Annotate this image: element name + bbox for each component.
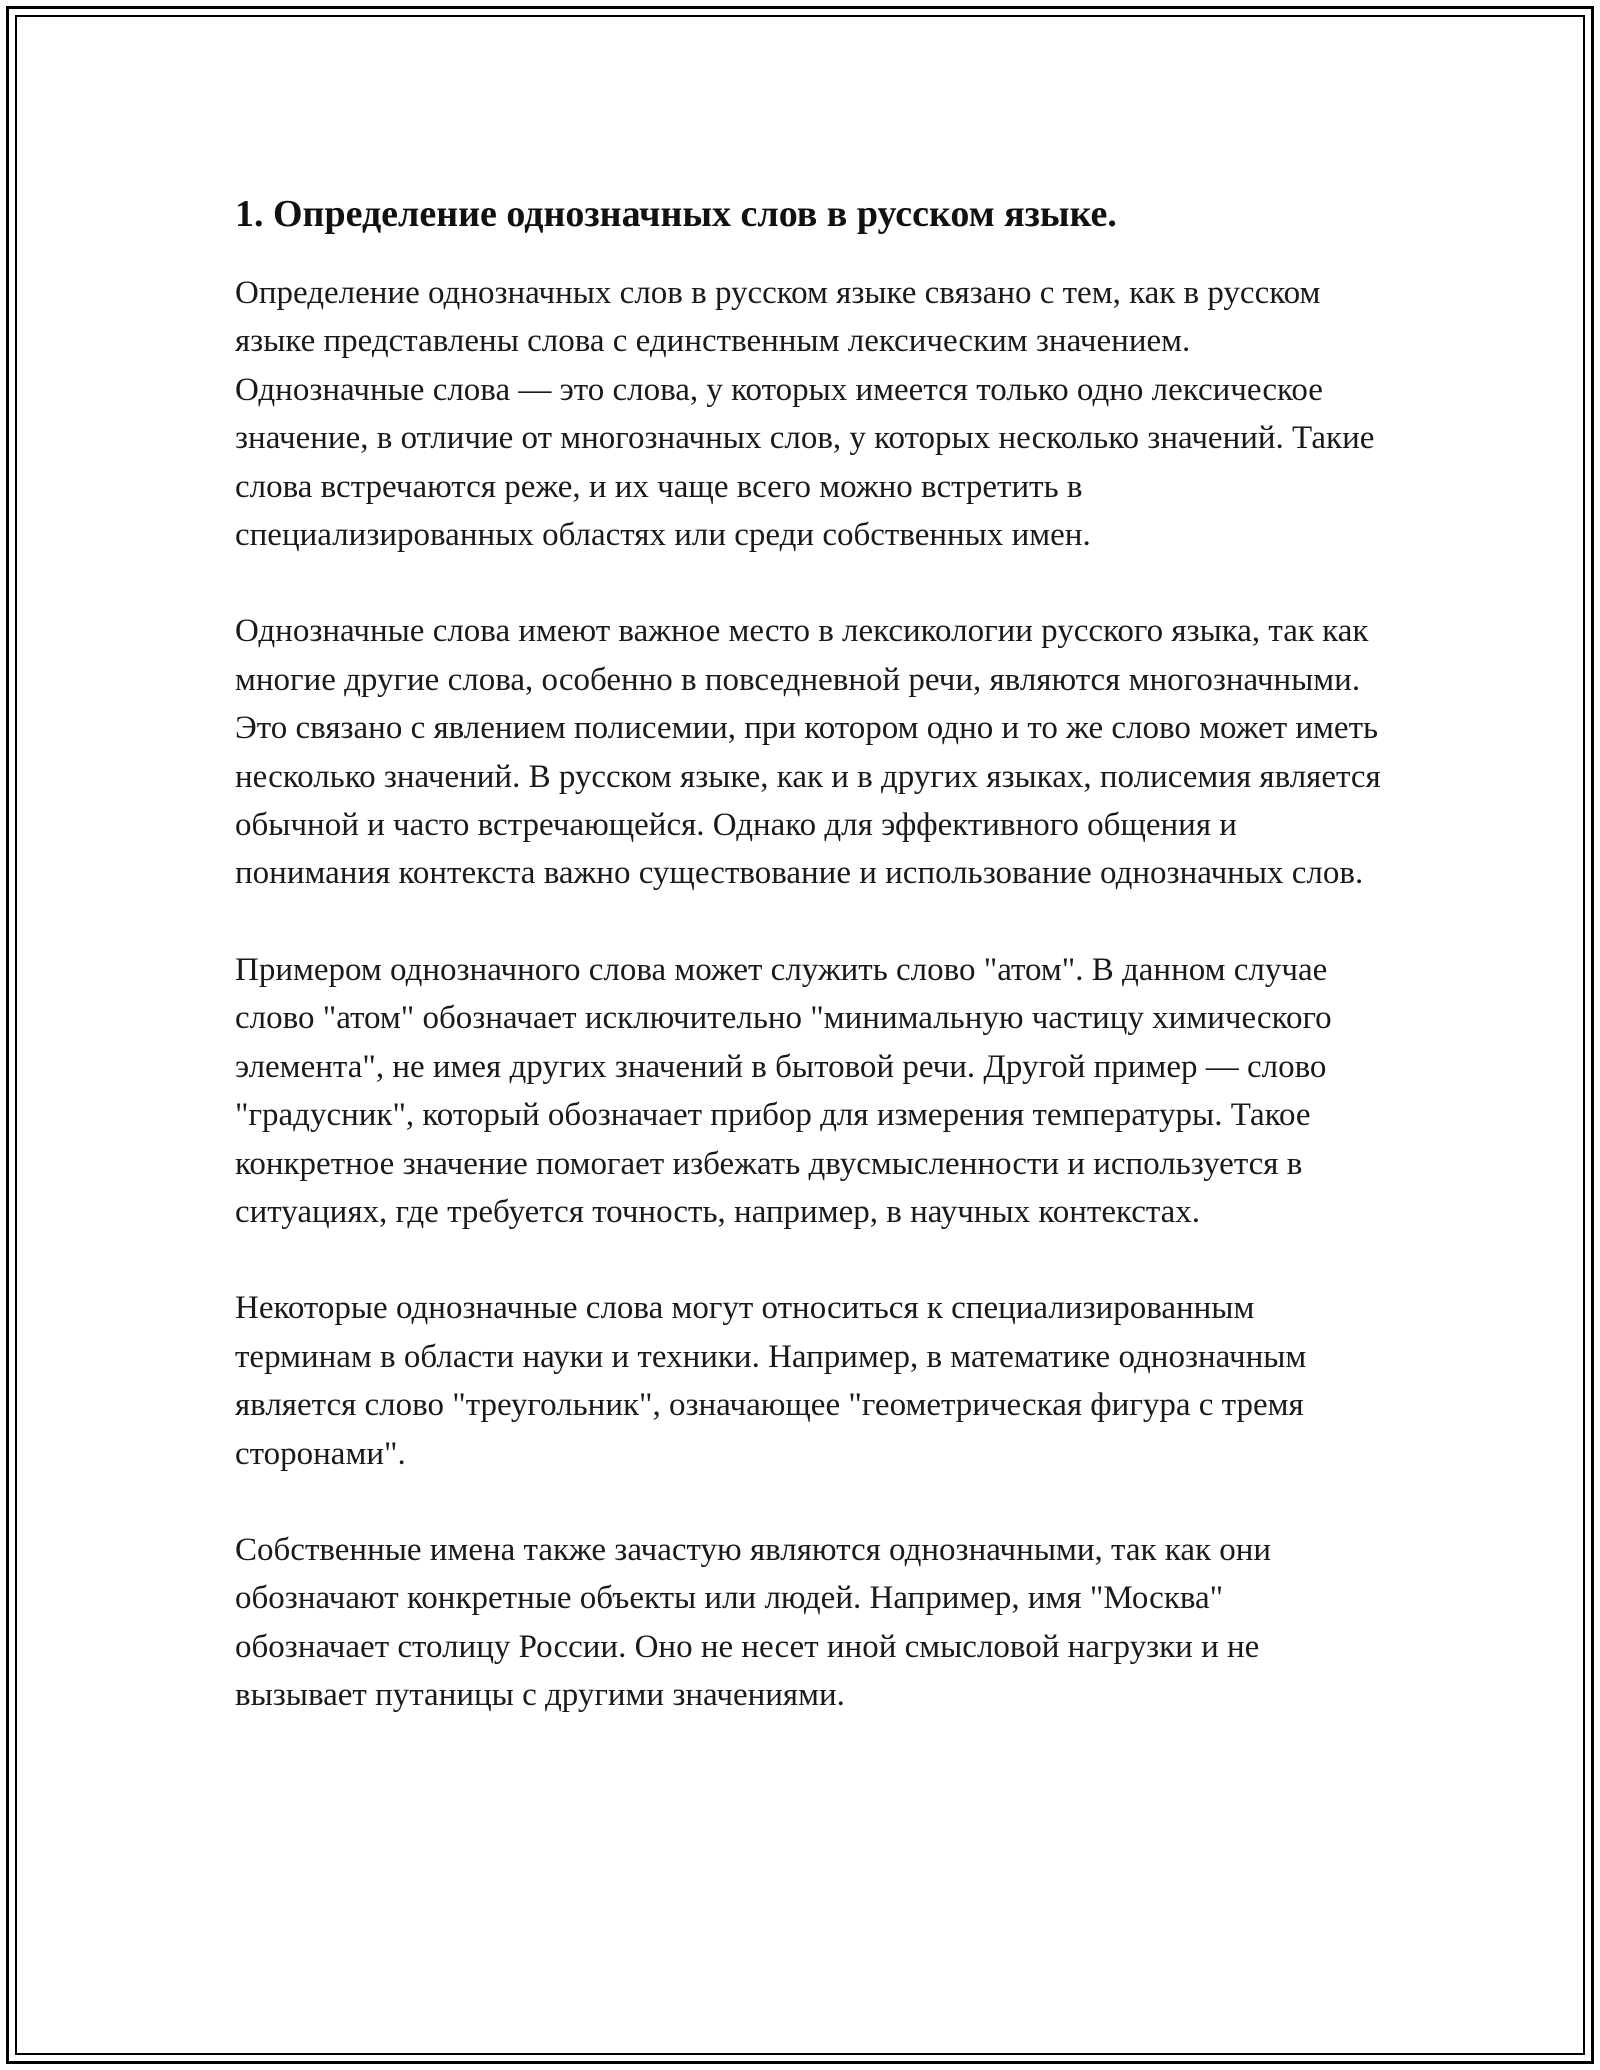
section-heading: 1. Определение однозначных слов в русском языке. <box>235 193 1117 235</box>
paragraph-examples: Примером однозначного слова может служить слово "атом". В данном случае слово "атом" обозначает исключительно "минимальную частицу химического элемента", не имея других значений в бытовой речи. Другой пример — слово "градусник", который обозначает прибор для измерения температуры. Такое конкретное значение помогает избежать двусмысленности и используется в ситуациях, где требуется точность, например, в научных контекстах. <box>235 951 1332 1230</box>
document-body <box>235 185 1385 1768</box>
paragraph-proper-names: Собственные имена также зачастую являются однозначными, так как они обозначают конкретные объекты или людей. Например, имя "Москва" обозначает столицу России. Оно не несет иной смысловой нагрузки и не вызывает путаницы с другими значениями. <box>235 1531 1272 1714</box>
paragraph-terms: Некоторые однозначные слова могут относиться к специализированным терминам в области науки и техники. Например, в математике однозначным является слово "треугольник", означающее "геометрическая фигура с тремя сторонами". <box>235 1290 1307 1472</box>
paragraph-lexicology: Однозначные слова имеют важное место в лексикологии русского языка, так как многие другие слова, особенно в повседневной речи, являются многозначными. Это связано с явлением полисемии, при котором одно и то же слово может иметь несколько значений. В русском языке, как и в других языках, полисемия является обычной и часто встречающейся. Однако для эффективного общения и понимания контекста важно существование и использование однозначных слов. <box>235 613 1381 892</box>
paragraph-definition: Определение однозначных слов в русском языке связано с тем, как в русском языке представлены слова с единственным лексическим значением. Однозначные слова — это слова, у которых имеется только одно лексическое значение, в отличие от многозначных слов, у которых несколько значений. Такие слова встречаются реже, и их чаще всего можно встретить в специализированных областях или среди собственных имен. <box>235 275 1375 554</box>
